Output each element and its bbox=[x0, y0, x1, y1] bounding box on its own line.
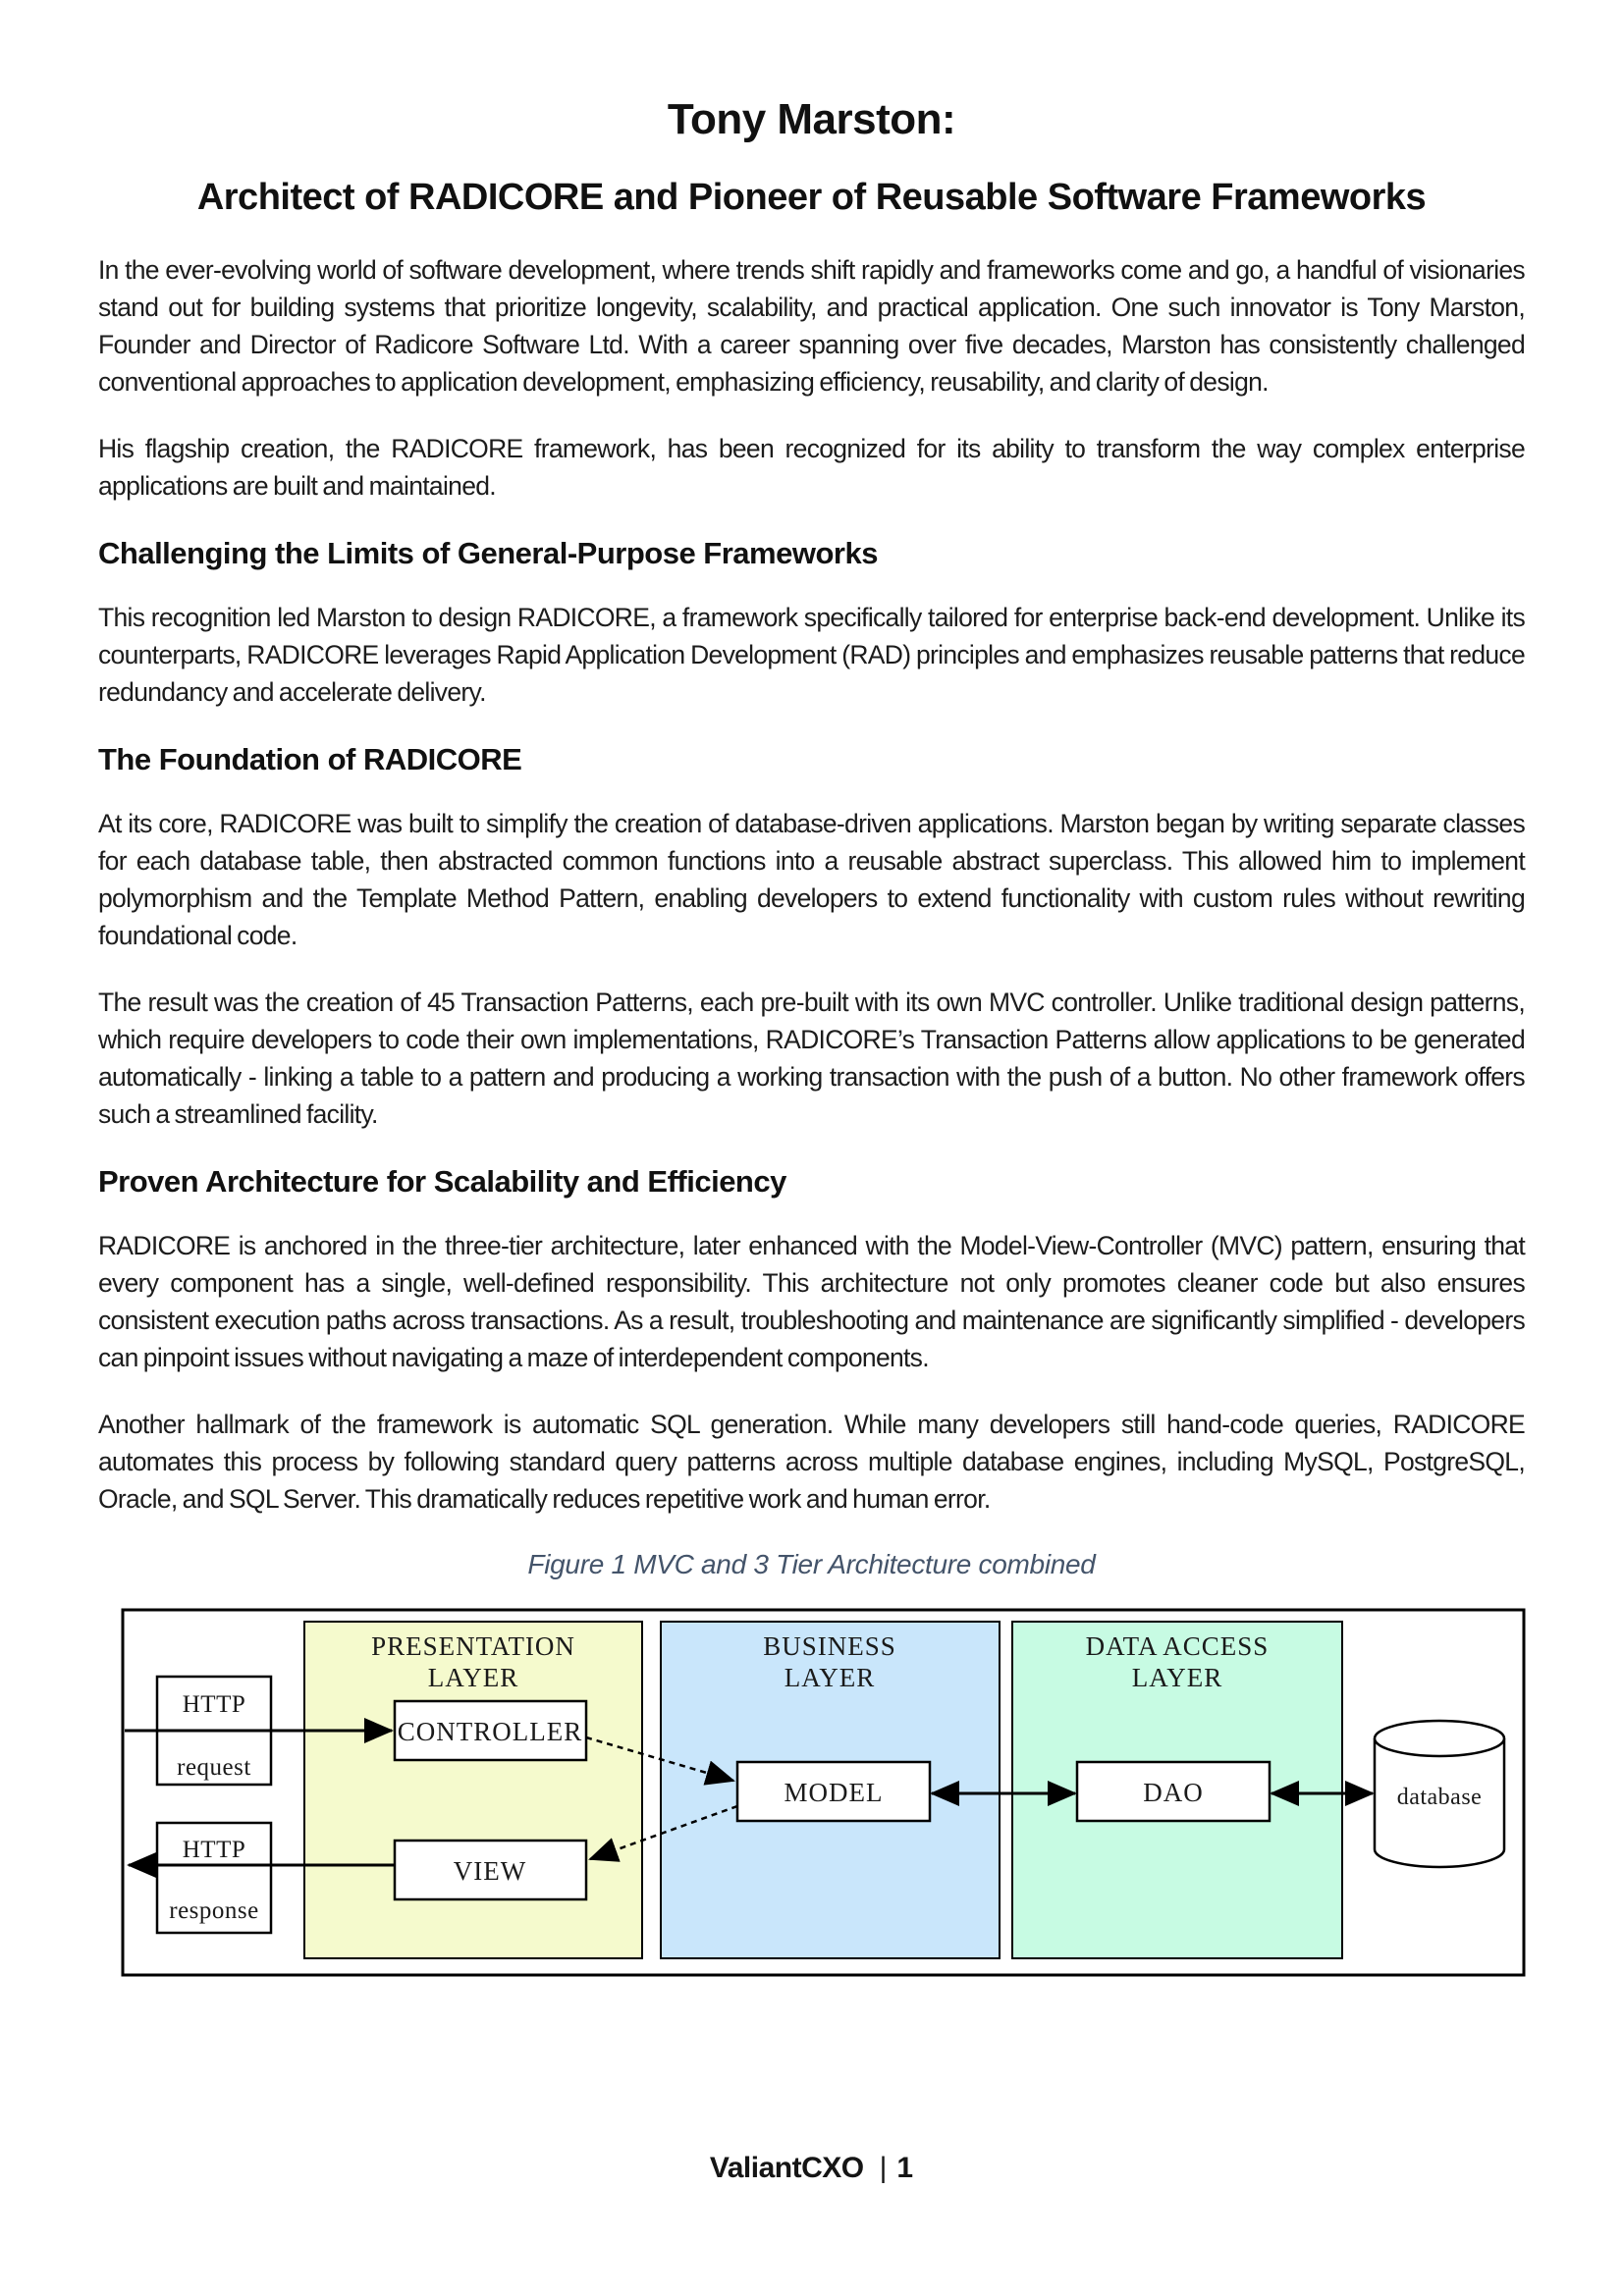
http-response-label: response bbox=[169, 1897, 259, 1924]
section-heading-challenging-limits: Challenging the Limits of General-Purpose Frameworks bbox=[98, 536, 878, 570]
section-paragraph: The result was the creation of 45 Transaction Patterns, each pre-built with its own MVC controller. Unlike traditional design patterns, which require developers to code their own implementations, RADICORE’s Transaction Patterns allow applications to be generated automatically - linking a table to a pattern and producing a working transaction with the push of a button. No other framework offers such a streamlined facility. bbox=[98, 988, 1525, 1129]
dao-label: DAO bbox=[1143, 1778, 1204, 1807]
document-content bbox=[98, 94, 1525, 1977]
view-label: VIEW bbox=[453, 1856, 527, 1886]
database-label: database bbox=[1396, 1785, 1483, 1810]
http-request-label: request bbox=[177, 1754, 251, 1781]
business-layer-label: LAYER bbox=[784, 1663, 876, 1692]
footer-separator: | bbox=[879, 2152, 888, 2184]
intro-paragraph-2: His flagship creation, the RADICORE framework, has been recognized for its ability to transform the way complex enterprise applications are built and maintained. bbox=[98, 434, 1525, 501]
business-layer-label: BUSINESS bbox=[763, 1631, 896, 1661]
architecture-diagram bbox=[121, 1608, 1526, 1977]
page-title: Tony Marston: bbox=[667, 95, 956, 143]
http-request-label: HTTP bbox=[182, 1691, 246, 1718]
model-label: MODEL bbox=[784, 1778, 884, 1807]
section-paragraph: Another hallmark of the framework is automatic SQL generation. While many developers still hand-code queries, RADICORE automates this process by following standard query patterns across multiple database engines, including MySQL, PostgreSQL, Oracle, and SQL Server. This dramatically reduces repetitive work and human error. bbox=[98, 1410, 1525, 1514]
page-footer bbox=[0, 2152, 1623, 2185]
footer-page-number: 1 bbox=[896, 2152, 914, 2184]
data-access-layer-label: DATA ACCESS bbox=[1085, 1631, 1270, 1661]
page-subtitle: Architect of RADICORE and Pioneer of Reusable Software Frameworks bbox=[196, 177, 1427, 218]
section-paragraph: At its core, RADICORE was built to simplify the creation of database-driven applications. Marston began by writing separate classes for each database table, then abstracted common functions into a reusable abstract superclass. This allowed him to implement polymorphism and the Template Method Pattern, enabling developers to extend functionality with custom rules without rewriting foundational code. bbox=[98, 809, 1525, 950]
section-paragraph: This recognition led Marston to design RADICORE, a framework specifically tailored for enterprise back-end development. Unlike its counterparts, RADICORE leverages Rapid Application Development (RAD) principles and emphasizes reusable patterns that reduce redundancy and accelerate delivery. bbox=[98, 603, 1525, 707]
controller-label: CONTROLLER bbox=[397, 1717, 583, 1746]
figure-caption: Figure 1 MVC and 3 Tier Architecture combined bbox=[527, 1549, 1096, 1579]
intro-paragraph-1: In the ever-evolving world of software development, where trends shift rapidly and frameworks come and go, a handful of visionaries stand out for building systems that prioritize longevity, scalability, and practical application. One such innovator is Tony Marston, Founder and Director of Radicore Software Ltd. With a career spanning over five decades, Marston has consistently challenged conventional approaches to application development, emphasizing efficiency, reusability, and clarity of design. bbox=[98, 255, 1525, 397]
http-response-label: HTTP bbox=[182, 1837, 246, 1863]
data-access-layer-label: LAYER bbox=[1131, 1663, 1223, 1692]
section-heading-foundation: The Foundation of RADICORE bbox=[98, 742, 522, 776]
presentation-layer-label: PRESENTATION bbox=[371, 1631, 575, 1661]
database-cylinder bbox=[1375, 1721, 1504, 1867]
section-paragraph: RADICORE is anchored in the three-tier architecture, later enhanced with the Model-View-Controller (MVC) pattern, ensuring that every component has a single, well-defined responsibility. This architecture not only promotes cleaner code but also ensures consistent execution paths across transactions. As a result, troubleshooting and maintenance are significantly simplified - developers can pinpoint issues without navigating a maze of interdependent components. bbox=[98, 1231, 1525, 1372]
footer-brand: ValiantCXO bbox=[709, 2152, 864, 2184]
figure bbox=[121, 1608, 1525, 1977]
presentation-layer-label: LAYER bbox=[427, 1663, 519, 1692]
section-heading-proven-architecture: Proven Architecture for Scalability and Efficiency bbox=[98, 1164, 786, 1199]
